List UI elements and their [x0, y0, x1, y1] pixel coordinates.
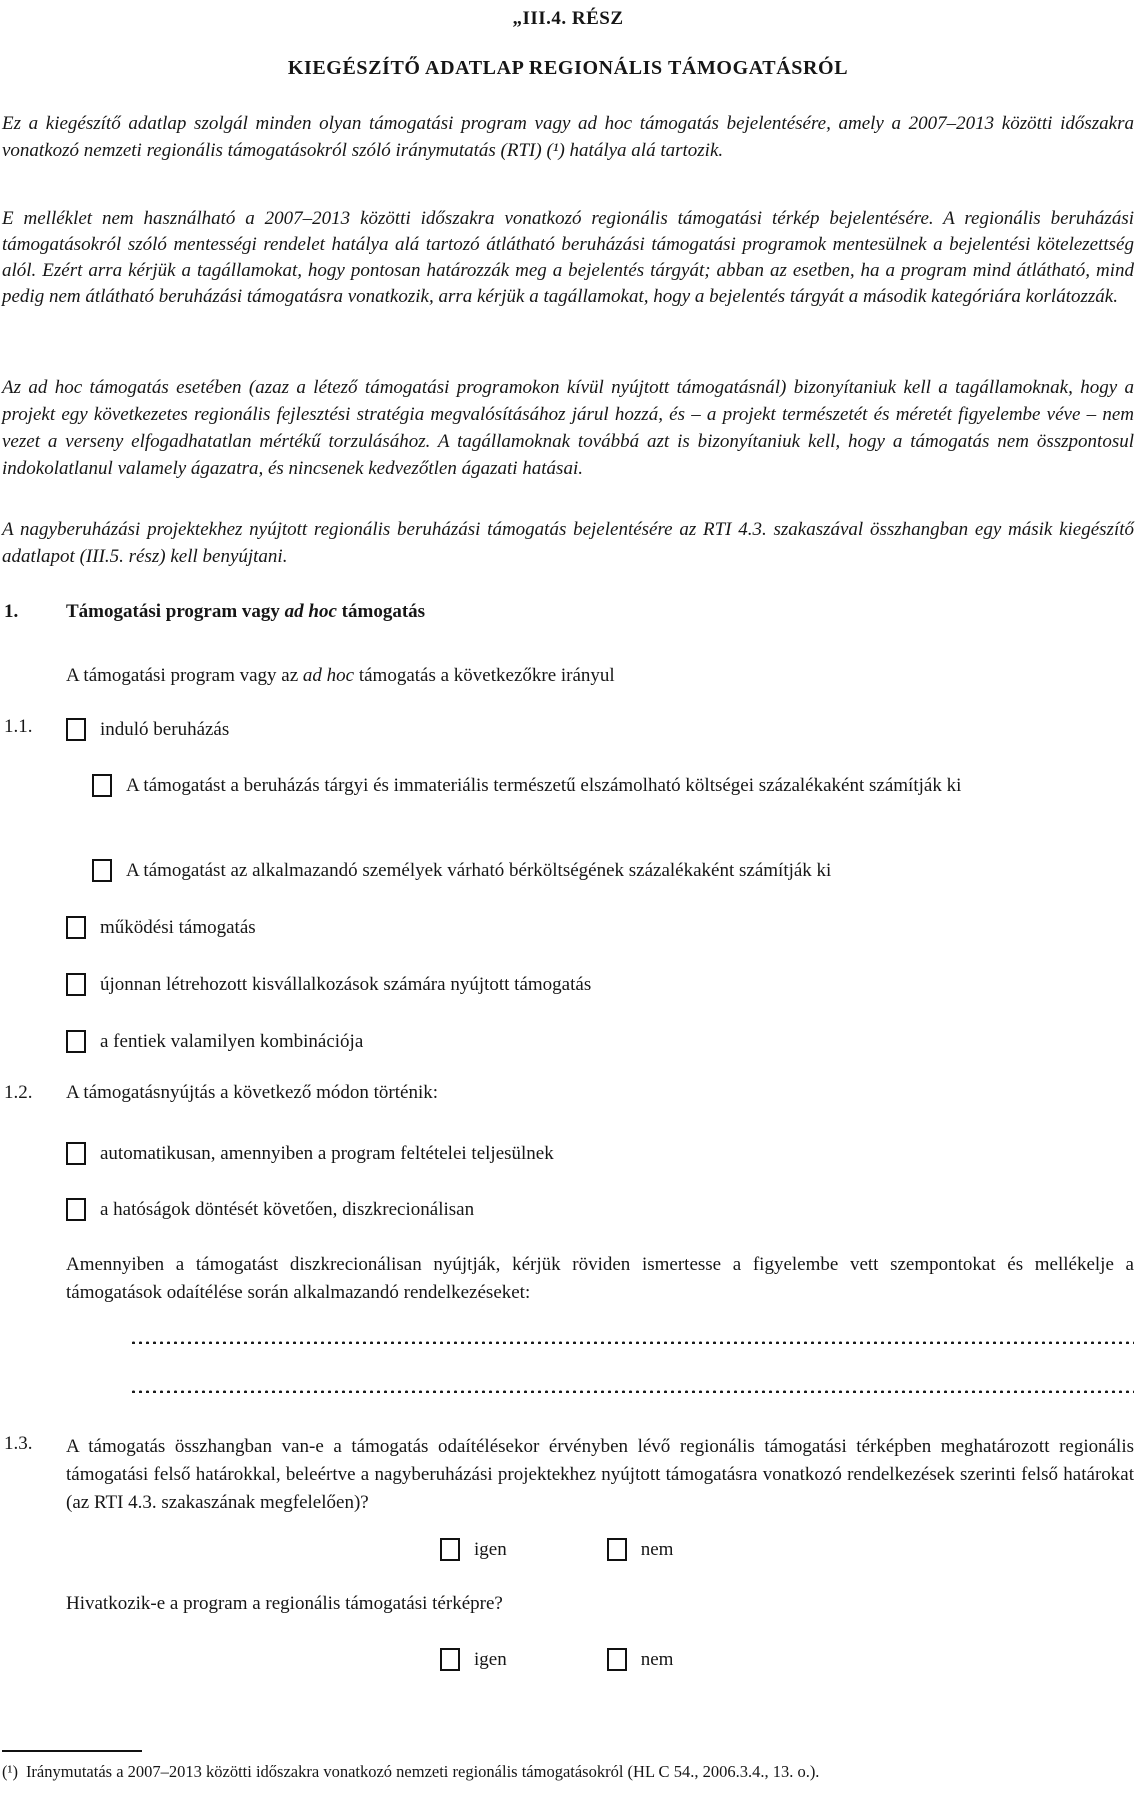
item-1-1-sub-option-1-row — [2, 772, 1134, 799]
item-1-1-option-ujonnan-row — [2, 971, 1134, 998]
section-1-heading-row — [2, 601, 1134, 623]
yes-no-row-2 — [440, 1646, 1134, 1673]
section-1-lead-adhoc: ad hoc — [302, 665, 355, 686]
page-title: KIEGÉSZÍTŐ ADATLAP REGIONÁLIS TÁMOGATÁSRÓL — [287, 57, 849, 79]
checkbox-nem-1[interactable] — [607, 1538, 627, 1561]
section-1-heading-prefix: Támogatási program vagy — [66, 601, 285, 622]
item-1-1-number: 1.1. — [4, 716, 33, 737]
item-1-2-row — [2, 1082, 1134, 1104]
section-1-heading-adhoc: ad hoc — [284, 601, 337, 622]
item-1-2-option-diszkrecionalis-row — [2, 1196, 1134, 1223]
item-1-1-row — [2, 716, 1134, 743]
checkbox-targyi-immaterialis-koltsegek[interactable] — [92, 774, 112, 797]
item-1-3-question-1: A támogatás összhangban van-e a támogatás odaítélésekor érvényben lévő regionális támogatási térképben meghatározott regionális támogatási felső határokkal, beleértve a nagyberuházási projektekhez nyújtott támogatásra vonatkozó rendelkezések szerinti felső határokat (az RTI 4.3. szakaszának megfelelően)? — [66, 1436, 1134, 1513]
intro-paragraph-3: Az ad hoc támogatás esetében (azaz a létező támogatási programokon kívül nyújtott támogatásnál) bizonyítaniuk kell a tagállamoknak, hogy a projekt egy következetes regionális fejlesztési stratégia megvalósításához járul hozzá, és – a projekt természetét és méretét figyelembe véve – nem vezet a verseny elfogadhatatlan mértékű torzulásához. A tagállamoknak továbbá azt is bizonyítaniuk kell, hogy a támogatás nem összpontosul indokolatlanul valamely ágazatra, és nincsenek kedvezőtlen ágazati hatásai. — [2, 377, 1134, 479]
checkbox-ujonnan-letrehozott[interactable] — [66, 973, 86, 996]
checkbox-igen-2[interactable] — [440, 1648, 460, 1671]
item-1-3-row — [2, 1433, 1134, 1517]
footnote-divider — [2, 1750, 142, 1752]
checkbox-label-nem-2: nem — [640, 1649, 674, 1670]
intro-paragraph-4: A nagyberuházási projektekhez nyújtott regionális beruházási támogatás bejelentésére az RTI 4.3. szakaszával összhangban egy másik kiegészítő adatlapot (III.5. rész) kell benyújtani. — [2, 519, 1134, 567]
item-1-1-option-mukodesi-row — [2, 914, 1134, 941]
item-1-1-option-kombinacio-row — [2, 1028, 1134, 1055]
footnote — [2, 1761, 1134, 1782]
checkbox-hatosagok-dontese[interactable] — [66, 1198, 86, 1221]
checkbox-automatikusan[interactable] — [66, 1142, 86, 1165]
section-1-lead — [66, 665, 1134, 687]
intro-paragraph-1: Ez a kiegészítő adatlap szolgál minden olyan támogatási program vagy ad hoc támogatás bejelentésére, amely a 2007–2013 közötti időszakra vonatkozó nemzeti regionális támogatásokról szóló iránymutatás (RTI) (¹) hatálya alá tartozik. — [2, 113, 1134, 161]
checkbox-label-automatikusan: automatikusan, amennyiben a program feltételei teljesülnek — [100, 1143, 554, 1164]
item-1-3-number: 1.3. — [4, 1433, 33, 1454]
item-1-2-option-automatikus-row — [2, 1140, 1134, 1167]
checkbox-nem-2[interactable] — [607, 1648, 627, 1671]
answer-dotted-line-2[interactable] — [130, 1389, 1134, 1393]
intro-paragraph-2: E melléklet nem használható a 2007–2013 közötti időszakra vonatkozó regionális támogatási térkép bejelentésére. A regionális beruházási támogatásokról szóló mentességi rendelet hatálya alá tartozó átlátható beruházási támogatási programok mentesülnek a bejelentési kötelezettség alól. Ezért arra kérjük a tagállamokat, hogy pontosan határozzák meg a bejelentés tárgyát; abban az esetben, ha a program mind átlátható, mind pedig nem átlátható beruházási támogatásra vonatkozik, arra kérjük a tagállamokat, hogy a bejelentés tárgyát a második kategóriára korlátozzák. — [2, 208, 1134, 307]
checkbox-label-nem-1: nem — [640, 1539, 674, 1560]
item-1-3-question-2: Hivatkozik-e a program a regionális támogatási térképre? — [66, 1593, 503, 1614]
checkbox-label-igen-2: igen — [474, 1649, 507, 1670]
answer-dotted-line-1[interactable] — [130, 1340, 1134, 1344]
section-1-lead-row — [2, 665, 1134, 687]
item-1-2-number: 1.2. — [4, 1082, 33, 1103]
checkbox-label-hatosagok-dontese: a hatóságok döntését követően, diszkrecionálisan — [100, 1199, 475, 1220]
item-1-3-question-2-row — [2, 1593, 1134, 1615]
checkbox-mukodesi-tamogatas[interactable] — [66, 916, 86, 939]
checkbox-label-berkoltseg-szazalek: A támogatást az alkalmazandó személyek várható bérköltségének százalékaként számítják ki — [126, 860, 832, 881]
item-1-2-note: Amennyiben a támogatást diszkrecionálisan nyújtják, kérjük röviden ismertesse a figyelembe vett szempontokat és mellékelje a támogatások odaítélése során alkalmazandó rendelkezéseket: — [66, 1254, 1134, 1303]
checkbox-label-mukodesi-tamogatas: működési támogatás — [100, 917, 256, 938]
item-1-1-sub-option-2-row — [2, 857, 1134, 884]
part-label: „III.4. RÉSZ — [512, 8, 624, 29]
checkbox-label-igen-1: igen — [474, 1539, 507, 1560]
checkbox-igen-1[interactable] — [440, 1538, 460, 1561]
section-1-lead-suffix: támogatás a következőkre irányul — [354, 665, 615, 686]
checkbox-indulo-beruhazas[interactable] — [66, 718, 86, 741]
checkbox-fentiek-kombinacioja[interactable] — [66, 1030, 86, 1053]
checkbox-label-targyi-immaterialis-koltsegek: A támogatást a beruházás tárgyi és immateriális természetű elszámolható költségei százalékaként számítják ki — [126, 775, 962, 796]
footnote-text: Iránymutatás a 2007–2013 közötti időszakra vonatkozó nemzeti regionális támogatásokról (HL C 54., 2006.3.4., 13. o.). — [25, 1762, 820, 1781]
checkbox-label-indulo-beruhazas: induló beruházás — [100, 719, 230, 740]
item-1-2-note-row — [2, 1251, 1134, 1307]
item-1-2-label: A támogatásnyújtás a következő módon történik: — [66, 1082, 439, 1103]
footnote-marker: (¹) — [2, 1762, 18, 1781]
section-1-heading — [66, 601, 1134, 623]
yes-no-row-1 — [440, 1536, 1134, 1563]
checkbox-label-fentiek-kombinacioja: a fentiek valamilyen kombinációja — [100, 1031, 364, 1052]
section-1-number: 1. — [4, 601, 19, 622]
checkbox-label-ujonnan-letrehozott: újonnan létrehozott kisvállalkozások számára nyújtott támogatás — [100, 974, 592, 995]
section-1-lead-prefix: A támogatási program vagy az — [66, 665, 303, 686]
section-1-heading-suffix: támogatás — [336, 601, 426, 622]
checkbox-berkoltseg-szazalek[interactable] — [92, 859, 112, 882]
